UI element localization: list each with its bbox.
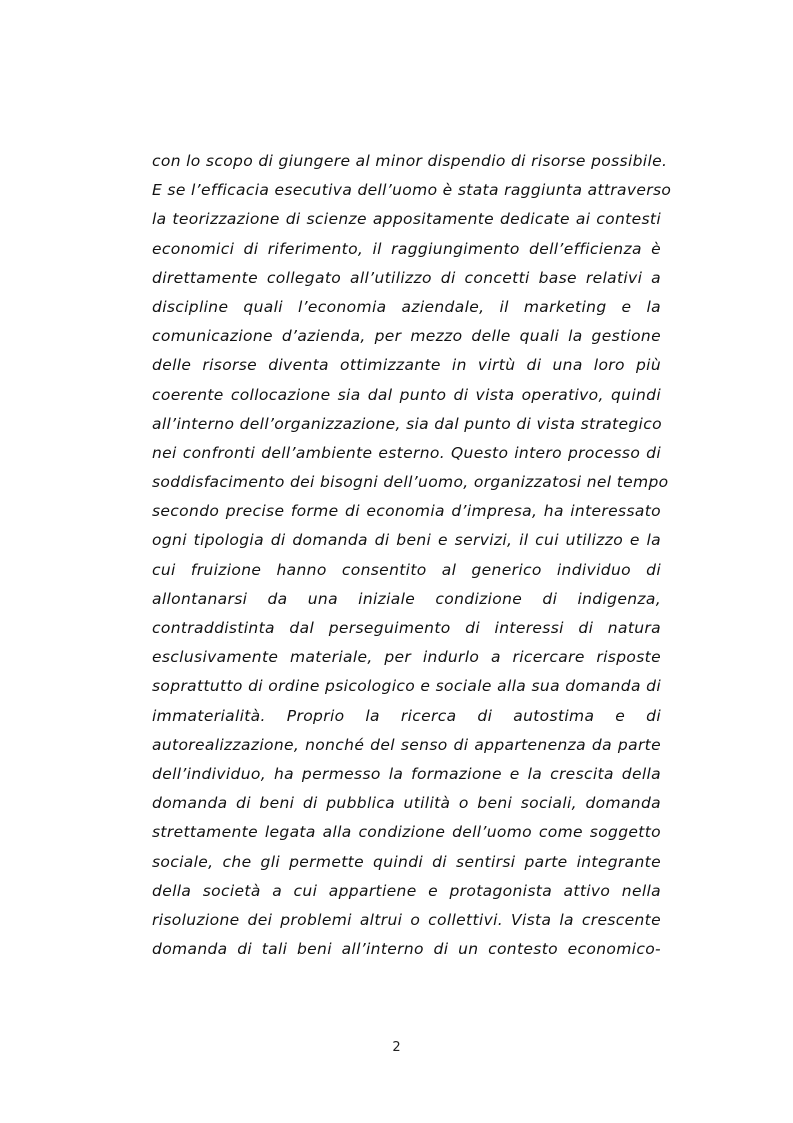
text-line: delle risorse diventa ottimizzante in virtù di una loro più [152,356,661,375]
text-line: contraddistinta dal perseguimento di interessi di natura [152,619,661,637]
text-line: domanda di beni di pubblica utilità o beni sociali, domanda [152,794,661,813]
text-line: nei confronti dell’ambiente esterno. Questo intero processo di [152,443,661,462]
text-line: E se l’efficacia esecutiva dell’uomo è stata raggiunta attraverso [152,181,672,200]
text-line: con lo scopo di giungere al minor dispendio di risorse possibile. [152,152,668,170]
text-line: la teorizzazione di scienze appositamente dedicate ai contesti [152,210,661,229]
text-line: strettamente legata alla condizione dell’uomo come soggetto [152,823,661,842]
page-number: 2 [392,1040,401,1055]
text-line: dell’individuo, ha permesso la formazione e la crescita della [152,764,661,783]
text-line: risoluzione dei problemi altrui o collettivi. Vista la crescente [152,910,661,929]
text-line: autorealizzazione, nonché del senso di appartenenza da parte [152,735,661,754]
text-line: esclusivamente materiale, per indurlo a ricercare risposte [152,648,661,667]
body-paragraph [152,147,672,964]
text-line: immaterialità. Proprio la ricerca di autostima e di [152,706,661,725]
text-line: soddisfacimento dei bisogni dell’uomo, organizzatosi nel tempo [152,473,669,492]
text-line: direttamente collegato all’utilizzo di concetti base relativi a [152,268,661,287]
text-line: comunicazione d’azienda, per mezzo delle quali la gestione [152,327,661,346]
text-line: soprattutto di ordine psicologico e sociale alla sua domanda di [152,677,661,696]
text-line: ogni tipologia di domanda di beni e servizi, il cui utilizzo e la [152,531,661,550]
text-line: all’interno dell’organizzazione, sia dal punto di vista strategico [152,414,662,433]
text-line: domanda di tali beni all’interno di un contesto economico- [152,940,661,959]
text-line: allontanarsi da una iniziale condizione di indigenza, [152,589,661,608]
text-line: sociale, che gli permette quindi di sentirsi parte integrante [152,852,661,871]
text-line: della società a cui appartiene e protagonista attivo nella [152,881,661,900]
text-line: economici di riferimento, il raggiungimento dell’efficienza è [152,239,661,258]
text-line: cui fruizione hanno consentito al generico individuo di [152,560,661,579]
text-line: coerente collocazione sia dal punto di vista operativo, quindi [152,385,661,404]
text-line: discipline quali l’economia aziendale, il marketing e la [152,297,661,316]
text-line: secondo precise forme di economia d’impresa, ha interessato [152,502,661,521]
